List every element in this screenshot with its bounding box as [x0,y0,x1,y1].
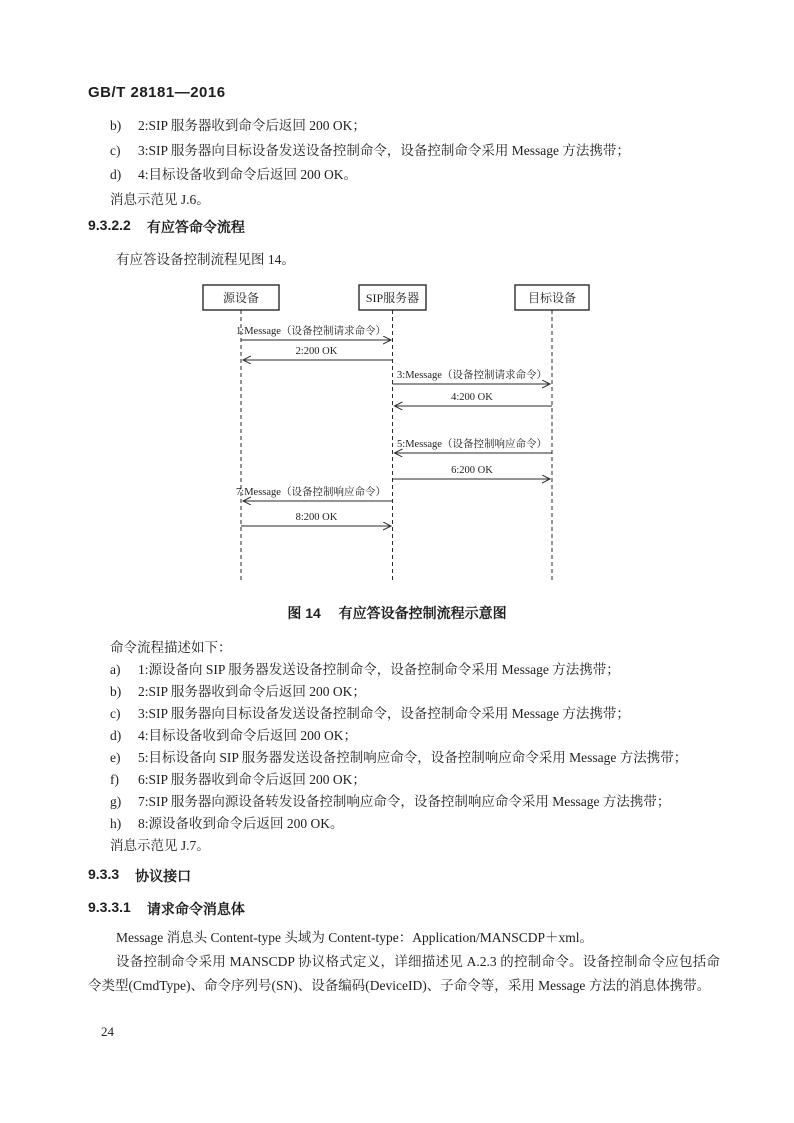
flow-item-letter: e) [110,750,121,765]
message-label-6: 6:200 OK [451,465,493,476]
flow-item [88,659,760,681]
list-item [88,114,748,139]
flow-item-letter: a) [110,662,121,677]
list-item-text: 2:SIP 服务器收到命令后返回 200 OK； [138,118,366,133]
section-heading-9322 [88,217,245,237]
list-item [88,139,748,164]
paragraph-manscdp: 设备控制命令采用 MANSCDP 协议格式定义，详细描述见 A.2.3 的控制命令。设备控制命令应包括命令类型(CmdType)、命令序列号(SN)、设备编码(DeviceID)、子命令等，采用 Message 方法的消息体携带。 [88,954,720,993]
actor-label-source-device: 源设备 [222,291,260,305]
section-heading-933 [88,866,191,886]
flow-item-text: 1:源设备向 SIP 服务器发送设备控制命令，设备控制命令采用 Message 方法携带； [138,662,620,677]
flow-item-letter: d) [110,728,122,743]
flow-item [88,681,760,703]
message-example-note: 消息示范见 J.6。 [110,191,210,207]
flow-item-text: 2:SIP 服务器收到命令后返回 200 OK； [138,684,366,699]
list-item [88,163,748,188]
section-title: 请求命令消息体 [146,901,245,917]
section-title: 有应答命令流程 [146,219,245,235]
message-label-5: 5:Message（设备控制响应命令） [397,439,547,450]
flow-item-text: 8:源设备收到命令后返回 200 OK。 [138,816,344,831]
flow-item [88,725,760,747]
sequence-diagram-figure-14 [185,283,605,595]
flow-item [88,769,760,791]
flow-item [88,703,760,725]
page-number: 24 [101,1024,114,1039]
section-number: 9.3.3 [88,866,120,882]
section-number: 9.3.2.2 [88,217,131,233]
message-label-8: 8:200 OK [295,512,338,523]
message-example-note: 消息示范见 J.7。 [110,838,210,853]
flow-item [88,791,760,813]
paragraph-content-type: Message 消息头 Content-type 头域为 Content-type：Application/MANSCDP＋xml。 [116,930,593,945]
message-label-4: 4:200 OK [451,392,493,403]
flow-item-text: 5:目标设备向 SIP 服务器发送设备控制响应命令，设备控制响应命令采用 Message 方法携带； [138,750,688,765]
flow-item-letter: h) [110,816,122,831]
clause-9322-top-list [88,114,748,212]
flow-item-text: 7:SIP 服务器向源设备转发设备控制响应命令，设备控制响应命令采用 Message 方法携带； [138,794,671,809]
actor-label-sip-server: SIP服务器 [365,291,420,305]
section-heading-9331 [88,899,245,919]
flow-item-text: 6:SIP 服务器收到命令后返回 200 OK； [138,772,366,787]
list-item-letter: d) [110,167,122,182]
list-item-text: 3:SIP 服务器向目标设备发送设备控制命令，设备控制命令采用 Message 方法携带； [138,142,630,158]
standard-number-header: GB/T 28181—2016 [88,84,226,101]
flow-item-letter: f) [110,772,119,787]
flow-item [88,813,760,835]
section-title: 协议接口 [135,868,192,884]
flow-item-text: 3:SIP 服务器向目标设备发送设备控制命令，设备控制命令采用 Message 方法携带； [138,706,630,721]
section-number: 9.3.3.1 [88,899,131,915]
clause-9331-body [88,926,720,998]
flow-intro-line: 命令流程描述如下： [110,640,232,655]
message-label-7: 7:Message（设备控制响应命令） [236,487,386,498]
sequence-diagram-svg [185,283,605,595]
actor-label-target-device: 目标设备 [527,291,577,305]
flow-item-text: 4:目标设备收到命令后返回 200 OK； [138,728,357,743]
figure-caption-title: 有应答设备控制流程示意图 [338,605,507,621]
message-label-2: 2:200 OK [295,346,338,357]
command-flow-description [88,637,760,857]
message-label-1: 1:Message（设备控制请求命令） [236,326,386,337]
list-item-letter: c) [110,142,121,158]
figure-caption [0,603,794,623]
figure-reference-line: 有应答设备控制流程见图 14。 [116,252,295,267]
list-item-letter: b) [110,118,122,133]
flow-item-letter: g) [110,794,122,809]
flow-item [88,747,760,769]
list-item-text: 4:目标设备收到命令后返回 200 OK。 [138,167,357,182]
flow-item-letter: c) [110,706,121,721]
figure-caption-number: 图 14 [287,605,321,621]
flow-item-letter: b) [110,684,122,699]
message-label-3: 3:Message（设备控制请求命令） [397,370,547,381]
